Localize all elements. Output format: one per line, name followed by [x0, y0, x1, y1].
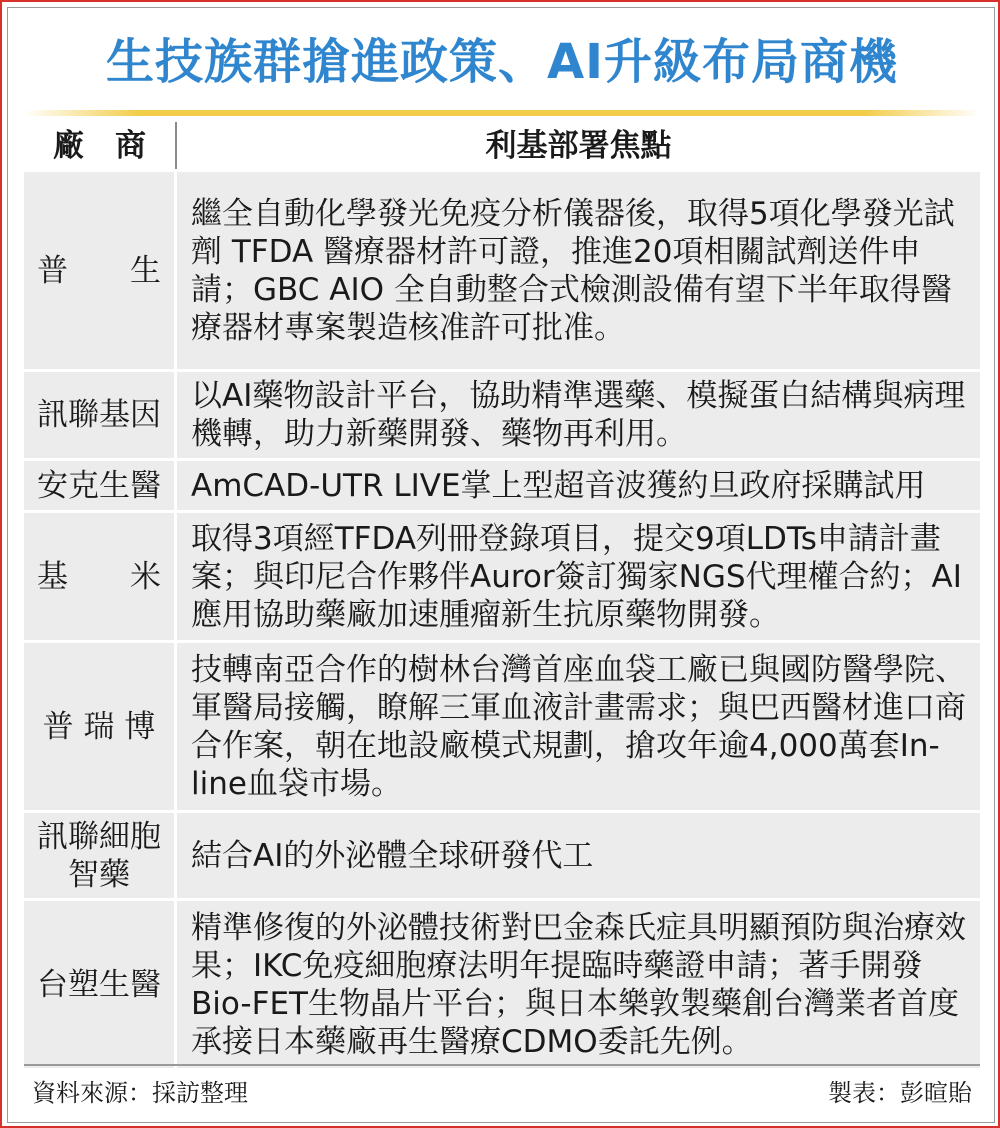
focus-text: 取得3項經TFDA列冊登錄項目，提交9項LDTs申請計畫案；與印尼合作夥伴Auror簽訂獨家NGS代理權合約；AI應用協助藥廠加速腫瘤新生抗原藥物開發。 — [191, 520, 962, 633]
title-underline — [24, 110, 980, 116]
company-name: 訊聯細胞智藥 — [37, 818, 161, 893]
page-title: 生技族群搶進政策、AI升級布局商機 — [105, 34, 898, 90]
author-credit: 製表：彭暄貽 — [828, 1078, 972, 1107]
table-row — [24, 461, 980, 513]
row-company — [24, 461, 177, 510]
row-focus — [177, 372, 980, 458]
row-focus — [177, 461, 980, 510]
focus-text: 技轉南亞合作的樹林台灣首座血袋工廠已與國防醫學院、軍醫局接觸，瞭解三軍血液計畫需求；與巴西醫材進口商合作案，朝在地設廠模式規劃，搶攻年逾4,000萬套In-line血袋市場。 — [191, 651, 966, 802]
table-row — [24, 513, 980, 643]
row-company — [24, 513, 177, 640]
row-company — [24, 901, 177, 1068]
row-company — [24, 172, 177, 369]
table-row — [24, 372, 980, 461]
header-focus-label: 利基部署焦點 — [485, 127, 672, 164]
focus-text: AmCAD-UTR LIVE掌上型超音波獲約旦政府採購試用 — [191, 467, 926, 504]
company-name: 基 米 — [37, 558, 161, 595]
header-focus — [177, 122, 980, 169]
company-table — [24, 122, 980, 1071]
row-focus — [177, 513, 980, 640]
row-focus — [177, 813, 980, 898]
footer — [32, 1068, 972, 1112]
focus-text: 以AI藥物設計平台，協助精準選藥、模擬蛋白結構與病理機轉，助力新藥開發、藥物再利用。 — [191, 378, 966, 452]
focus-text: 繼全自動化學發光免疫分析儀器後，取得5項化學發光試劑 TFDA 醫療器材許可證，推進20項相關試劑送件申請；GBC AIO 全自動整合式檢測設備有望下半年取得醫療器材專案製造核准許可批准。 — [191, 195, 955, 346]
header-company-label: 廠 商 — [53, 127, 146, 164]
row-focus — [177, 901, 980, 1068]
row-focus — [177, 172, 980, 369]
row-company — [24, 643, 177, 810]
source-note: 資料來源：採訪整理 — [32, 1078, 248, 1107]
table-row — [24, 172, 980, 372]
company-name: 訊聯基因 — [37, 397, 161, 433]
focus-text: 結合AI的外泌體全球研發代工 — [191, 837, 594, 874]
row-company — [24, 813, 177, 898]
table-header — [24, 122, 980, 172]
company-name: 普 瑞 博 — [42, 708, 156, 745]
footer-divider — [24, 1064, 980, 1066]
table-row — [24, 901, 980, 1071]
company-name: 台塑生醫 — [37, 966, 161, 1003]
focus-text: 精準修復的外泌體技術對巴金森氏症具明顯預防與治療效果；IKC免疫細胞療法明年提臨時藥證申請；著手開發Bio-FET生物晶片平台；與日本樂敦製藥創台灣業者首度承接日本藥廠再生醫療CDMO委託先例。 — [191, 909, 966, 1060]
row-company — [24, 372, 177, 458]
header-company — [24, 122, 177, 169]
table-row — [24, 813, 980, 901]
company-name: 普 生 — [37, 252, 161, 289]
company-name: 安克生醫 — [37, 467, 161, 504]
table-row — [24, 643, 980, 813]
row-focus — [177, 643, 980, 810]
